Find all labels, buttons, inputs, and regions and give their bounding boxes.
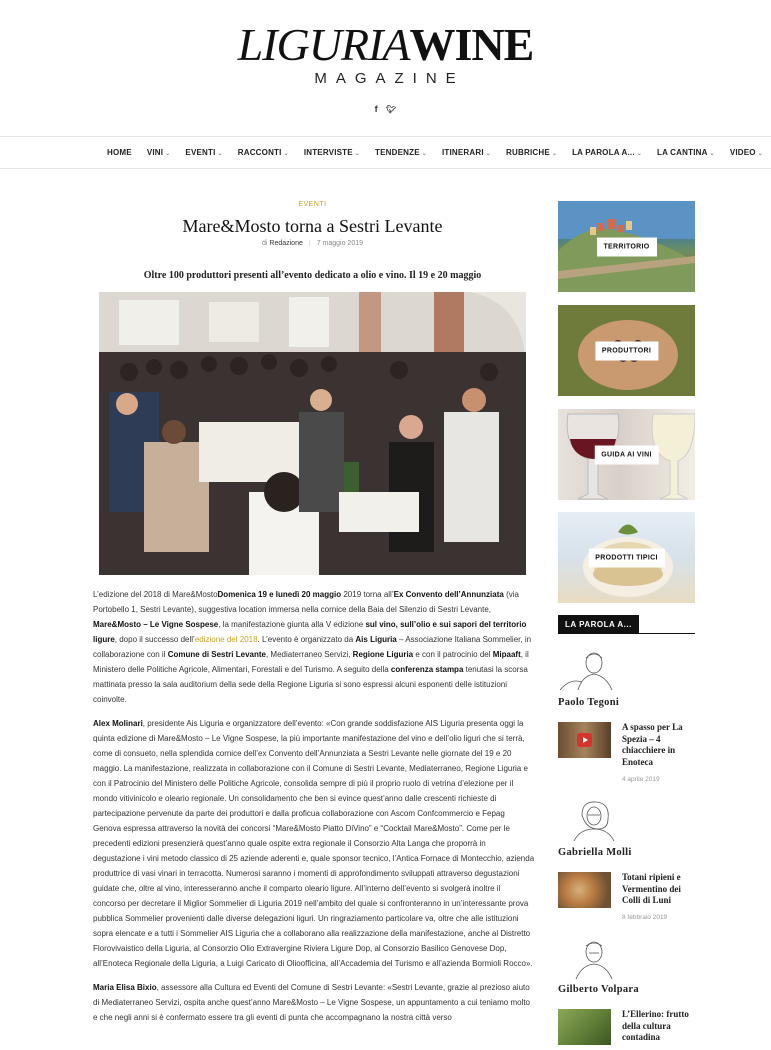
article-paragraph: L’edizione del 2018 di Mare&MostoDomenica 19 e lunedì 20 maggio 2019 torna all’Ex Convento dell’Annunziata (via Portobello 1, Sestri Levante), suggestiva location immersa nella cornice della Baia del Silenzio di Sestri Levante, Mare&Mosto – Le Vigne Sospese, la manifestazione giunta alla V edizione sul vino, sull’olio e sui sapori del territorio ligure, dopo il successo dell’edizione del 2018. L’evento è organizzato da Ais Liguria – Associazione Italiana Sommelier, in collaborazione con il Comune di Sestri Levante, Mediaterraneo Servizi, Regione Liguria e con il patrocinio del Mipaaft, il Ministero delle Politiche Agricole, Alimentari, Forestali e del Turismo. A seguito della conferenza stampa tenutasi la scorsa mattinata presso la sala auditorium della sede della Regione Liguria si sono espressi alcuni esponenti delle istituzioni coinvolte. [93,590,532,704]
nav-item-la-parola-a[interactable]: LA PAROLA A... ⌄ [572,148,642,157]
post-title[interactable]: A spasso per La Spezia – 4 chiacchiere in Enoteca [622,722,683,767]
author-name[interactable]: Paolo Tegoni [558,697,620,708]
logo-text-wine: WINE [409,19,534,70]
category-tile-territorio[interactable] [558,201,695,292]
article-paragraph: Maria Elisa Bixio, assessore alla Cultura ed Eventi del Comune di Sestri Levante: «Sestri Levante, grazie al prezioso aiuto di Mediaterraneo Servizi, ospita anche quest’anno Mare&Mosto – Le Vigne Sospese, un appuntamento a cui teniamo molto e che negli anni si è confermato essere tra gli eventi di punta che accompagnano la nostra città verso [93,983,531,1022]
author-post[interactable] [558,1009,695,1049]
site-logo[interactable] [0,19,771,87]
section-heading-la-parola-a: LA PAROLA A... [558,614,695,634]
article-date: 7 maggio 2019 [316,240,364,247]
chevron-down-icon: ⌄ [485,151,492,157]
social-links [0,104,771,114]
chevron-down-icon: ⌄ [551,151,558,157]
article-subtitle: Oltre 100 produttori presenti all’evento dedicato a olio e vino. Il 19 e 20 maggio [143,270,482,281]
post-thumbnail[interactable] [558,722,611,758]
chevron-down-icon: ⌄ [421,151,427,157]
article-meta: di Redazione | 7 maggio 2019 [261,240,364,247]
nav-item-home[interactable]: HOME [107,148,132,157]
chevron-down-icon: ⌄ [636,151,642,157]
author-post[interactable] [558,722,695,786]
main-nav [0,137,771,169]
twitter-icon[interactable]: 🐦︎ [386,105,397,114]
author-portrait [558,937,618,979]
author-portrait [558,648,618,690]
chevron-down-icon: ⌄ [757,151,763,157]
post-thumbnail[interactable] [558,872,611,908]
nav-item-rubriche[interactable]: RUBRICHE ⌄ [506,148,558,157]
article-author[interactable]: Redazione [269,240,303,247]
article-category[interactable]: EVENTI [298,201,327,208]
category-label: PRODOTTI TIPICI [588,548,664,567]
category-label: TERRITORIO [596,237,656,256]
post-title[interactable]: L’Ellerino: frutto della cultura contadina [622,1009,689,1042]
chevron-down-icon: ⌄ [217,151,223,157]
chevron-down-icon: ⌄ [165,151,171,157]
logo-text-magazine: MAGAZINE [314,70,465,87]
nav-item-video[interactable]: VIDEO ⌄ [729,148,763,157]
author-name[interactable]: Gabriella Molli [558,847,632,858]
edizione-2018-link[interactable]: edizione del 2018 [194,635,258,644]
nav-item-la-cantina[interactable]: LA CANTINA ⌄ [656,148,715,157]
chevron-down-icon: ⌄ [354,151,361,157]
chevron-down-icon: ⌄ [709,151,715,157]
article-hero-image [99,292,526,575]
nav-item-eventi[interactable]: EVENTI ⌄ [185,148,223,157]
post-date: 4 aprile 2019 [622,776,660,783]
logo-text-liguria: LIGURIA [237,19,410,70]
nav-item-interviste[interactable]: INTERVISTE ⌄ [303,148,361,157]
site-header [0,0,771,137]
article-title: Mare&Mosto torna a Sestri Levante [182,216,443,236]
category-tile-produttori[interactable] [558,305,695,396]
article-body [93,587,535,1034]
author-portrait [558,799,618,841]
category-tile-guida-ai-vini[interactable] [558,409,695,500]
category-label: PRODUTTORI [595,341,658,360]
post-date: 8 febbraio 2019 [622,914,668,921]
author-post[interactable] [558,872,695,928]
chevron-down-icon: ⌄ [283,151,289,157]
author-name[interactable]: Gilberto Volpara [558,984,639,995]
article-paragraph: Alex Molinari, presidente Ais Liguria e organizzatore dell’evento: «Con grande soddisfazione AIS Liguria presenta oggi la quinta edizione di Mare&Mosto – Le Vigne Sospese, la più importante manifestazione del vino e dell’olio liguri che si terrà, come di consueto, nella splendida cornice dell’ex Convento dell’Annunziata a Sestri Levante nelle giornate del 19 e 20 maggio. La manifestazione, realizzata in collaborazione con il Comune di Sestri Levante, Mediaterraneo, Regione Liguria e con il Patrocinio del Ministero delle Politiche Agricole, consolida sempre di più il proprio ruolo di vetrina d’elezione per il mondo vitivinicolo e oleario regionale. Un consolidamento che ben si evince quest’anno dalle crescenti richieste di partecipazione pervenute da parte dei produttori e dalla proficua collaborazione con Ascom Confcommercio e Fepag Genova espressa attraverso la novità dei concorsi “Mare&Mosto Piatto DiVino” e “Cocktail Mare&Mosto”. Come per le precedenti edizioni presenzierà quest’anno quale ospite extra regionale il Consorzio Alta Langa che proporrà in degustazione i vini metodo classico di 25 aziende aderenti e, quale sponsor tecnico, l’Antica Fornace di Montecchio, azienda produttrice di vasi vinari in terracotta. Numerosi saranno i momenti di approfondimento sviluppati attraverso degustazioni guidate che, oltre al vino, interesseranno anche il comparto oleario ligure. All’interno dell’evento si svolgerà inoltre il concorso per decretare il Miglior Sommelier di Liguria 2019 nell’ambito del quale si confronteranno in un’interessante prova pubblica Sommelier provenienti dalle diverse delegazioni liguri. Un ringraziamento particolare va, oltre che alle istituzioni sopra elencate e a tutti i Sommelier AIS Liguria che a collaborano alla realizzazione della manifestazione, anche al Distretto Florovivaistico della Liguria, al Consorzio Olio Extravergine Riviera Ligure Dop, al Consorzio Basilico Genovese Dop, all’Enoteca Regionale della Liguria, a Luigi Caricato di Olioofficina, all’Accademia del Turismo e all’azienda Bormioli Rocco». [93,719,535,968]
nav-item-vini[interactable]: VINI ⌄ [146,148,171,157]
category-label: GUIDA AI VINI [594,445,658,464]
nav-item-itinerari[interactable]: ITINERARI ⌄ [441,148,492,157]
post-title[interactable]: Totani ripieni e Vermentino dei Colli di Luni [622,872,681,905]
category-tile-prodotti-tipici[interactable] [558,512,695,603]
nav-item-racconti[interactable]: RACCONTI ⌄ [237,148,289,157]
post-thumbnail[interactable] [558,1009,611,1045]
facebook-icon[interactable]: f [374,104,378,114]
nav-item-tendenze[interactable]: TENDENZE ⌄ [375,148,427,157]
